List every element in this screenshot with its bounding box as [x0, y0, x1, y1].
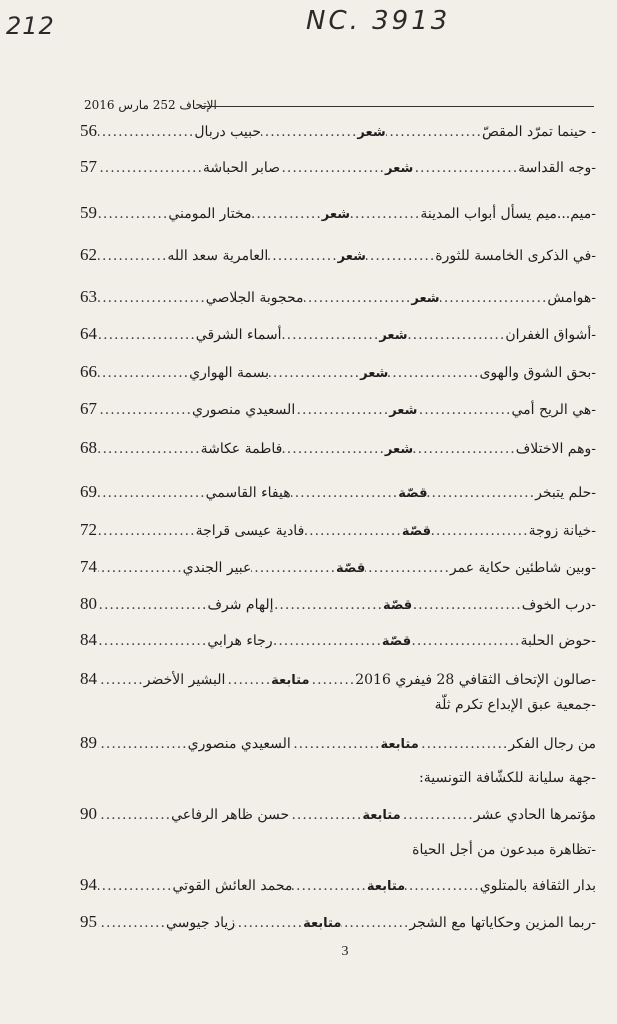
dot-leader	[98, 286, 206, 309]
entry-genre: متابعة	[271, 673, 310, 688]
dot-leader	[98, 519, 196, 542]
entry-page-number: 67	[80, 399, 98, 418]
dot-leader	[280, 156, 385, 179]
entry-page-number: 89	[80, 733, 98, 752]
toc-entry	[80, 766, 596, 790]
dot-leader	[98, 437, 201, 460]
running-header	[84, 98, 594, 112]
dot-leader	[98, 156, 203, 179]
entry-title: -صالون الإتحاف الثقافي 28 فيفري 2016	[355, 672, 596, 688]
entry-page-number: 95	[80, 912, 97, 931]
entry-author: حبيب دربال	[194, 124, 262, 140]
dot-leader	[98, 120, 194, 143]
entry-genre: قصّة	[398, 486, 428, 501]
handwritten-number: 212	[6, 12, 55, 40]
entry-genre: متابعة	[362, 808, 401, 823]
dot-leader	[268, 244, 337, 267]
entry-page-number: 64	[80, 324, 98, 343]
toc-entry	[80, 873, 596, 897]
entry-title: -خيانة زوجة	[528, 523, 596, 539]
dot-leader	[292, 874, 367, 897]
entry-author: عبير الجندي	[182, 560, 252, 576]
dot-leader	[98, 874, 173, 897]
dot-leader	[350, 202, 420, 225]
toc-entry	[80, 322, 596, 346]
entry-page-number: 63	[80, 287, 97, 306]
issue-line: الإتحاف 252 مارس 2016	[84, 98, 217, 112]
dot-leader	[289, 803, 362, 826]
toc-entry	[80, 838, 596, 862]
toc-entry	[80, 667, 596, 691]
entry-page-number: 57	[80, 157, 97, 176]
toc-entry	[80, 243, 596, 267]
entry-genre: شعر	[389, 403, 418, 418]
entry-title: -أشواق الغفران	[505, 327, 596, 343]
entry-genre: شعر	[385, 161, 414, 176]
entry-page-number: 80	[80, 594, 98, 613]
entry-author: صابر الحباشة	[202, 160, 281, 176]
toc-entry	[80, 731, 596, 755]
dot-leader	[413, 437, 516, 460]
entry-genre: شعر	[384, 442, 414, 457]
toc-entry	[80, 119, 596, 143]
entry-genre: قصّة	[382, 598, 413, 613]
dot-leader	[98, 629, 207, 652]
toc-entry	[80, 910, 596, 934]
dot-leader	[431, 519, 529, 542]
dot-leader	[98, 593, 208, 616]
dot-leader	[98, 556, 183, 579]
entry-genre: متابعة	[366, 879, 406, 894]
toc-entry	[80, 802, 596, 826]
entry-title: -تظاهرة مبدعون من أجل الحياة	[412, 842, 596, 858]
dot-leader	[282, 437, 385, 460]
dot-leader	[98, 323, 196, 346]
entry-genre: قصّة	[401, 524, 432, 539]
entry-title: -بحق الشوق والهوى	[479, 365, 596, 381]
entry-author: فاطمة عكاشة	[200, 441, 283, 457]
dot-leader	[365, 556, 450, 579]
entry-page-number: 84	[80, 669, 98, 688]
dot-leader	[98, 481, 206, 504]
entry-author: السعيدي منصوري	[192, 402, 296, 418]
dot-leader	[386, 120, 482, 143]
entry-genre: شعر	[321, 207, 351, 222]
entry-title: -وبين شاطئين حكاية عمر	[449, 560, 596, 576]
toc-entry	[80, 285, 596, 309]
entry-author: أسماء الشرقي	[195, 327, 282, 343]
dot-leader	[251, 202, 321, 225]
dot-leader	[304, 519, 402, 542]
dot-leader	[235, 911, 303, 934]
entry-page-number: 68	[80, 438, 97, 457]
entry-author: السعيدي منصوري	[187, 736, 291, 752]
toc-entry	[80, 628, 596, 652]
entry-title: -في الذكرى الخامسة للثورة	[435, 248, 596, 264]
dot-leader	[98, 202, 168, 225]
entry-author: محمد العائش القوتي	[172, 878, 293, 894]
dot-leader	[98, 803, 171, 826]
dot-leader	[98, 361, 189, 384]
entry-author: رجاء هرابي	[207, 633, 273, 649]
entry-genre: متابعة	[380, 737, 419, 752]
entry-genre: قصّة	[336, 561, 366, 576]
entry-genre: شعر	[357, 125, 386, 140]
dot-leader	[291, 481, 399, 504]
entry-genre: متابعة	[303, 916, 342, 931]
dot-leader	[269, 361, 360, 384]
dot-leader	[291, 732, 381, 755]
dot-leader	[411, 629, 520, 652]
toc-entry	[80, 397, 596, 421]
entry-author: العامرية سعد الله	[167, 248, 269, 264]
entry-page-number: 59	[80, 203, 98, 222]
dot-leader	[388, 361, 479, 384]
entry-page-number: 74	[80, 557, 98, 576]
dot-leader	[261, 120, 357, 143]
dot-leader	[417, 398, 511, 421]
entry-author: البشير الأخضر	[143, 672, 226, 688]
entry-title: -هي الريح أمي	[511, 402, 596, 418]
entry-page-number: 84	[80, 630, 97, 649]
toc-entry	[80, 201, 596, 225]
entry-page-number: 62	[80, 245, 98, 264]
entry-author: بسمة الهواري	[189, 365, 270, 381]
dot-leader	[366, 244, 435, 267]
entry-title: -جهة سليانة للكشّافة التونسية:	[419, 770, 596, 786]
entry-author: إلهام شرف	[207, 597, 274, 613]
header-rule	[202, 106, 594, 107]
dot-leader	[251, 556, 336, 579]
entry-genre: شعر	[379, 328, 408, 343]
dot-leader	[98, 398, 192, 421]
entry-title: -حوض الحلبة	[520, 633, 596, 649]
dot-leader	[225, 668, 271, 691]
dot-leader	[401, 803, 474, 826]
dot-leader	[412, 593, 522, 616]
entry-genre: شعر	[337, 249, 366, 264]
entry-page-number: 66	[80, 362, 98, 381]
entry-title: -ربما المزين وحكاياتها مع الشجر	[409, 915, 596, 931]
dot-leader	[341, 911, 409, 934]
entry-page-number: 72	[80, 520, 98, 539]
toc-entry	[80, 592, 596, 616]
dot-leader	[282, 323, 380, 346]
entry-title: -وهم الاختلاف	[515, 441, 596, 457]
entry-title: -درب الخوف	[521, 597, 596, 613]
dot-leader	[408, 323, 506, 346]
entry-title: - حينما تمرّد المقصّ	[482, 124, 596, 140]
dot-leader	[98, 732, 188, 755]
entry-page-number: 90	[80, 804, 97, 823]
entry-title: -جمعية عبق الإبداع تكرم ثلّة	[434, 697, 596, 713]
page-number: 3	[341, 944, 349, 959]
dot-leader	[440, 286, 548, 309]
toc-entry	[80, 555, 596, 579]
dot-leader	[419, 732, 509, 755]
entry-author: زياد جيوسي	[165, 915, 236, 931]
entry-title: -وجه القداسة	[518, 160, 596, 176]
entry-page-number: 69	[80, 482, 98, 501]
entry-title: -حلم يتبخر	[535, 485, 596, 501]
dot-leader	[427, 481, 535, 504]
toc-entry	[80, 155, 596, 179]
dot-leader	[273, 629, 382, 652]
entry-page-number: 94	[80, 875, 98, 894]
entry-page-number: 56	[80, 121, 97, 140]
entry-genre: شعر	[360, 366, 389, 381]
dot-leader	[413, 156, 518, 179]
entry-title: -هوامش	[547, 290, 596, 306]
dot-leader	[98, 244, 167, 267]
entry-title: مؤتمرها الحادي عشر	[473, 807, 596, 823]
dot-leader	[405, 874, 480, 897]
dot-leader	[304, 286, 412, 309]
dot-leader	[98, 668, 144, 691]
toc-entry	[80, 360, 596, 384]
entry-author: فادية عيسى قراجة	[195, 523, 305, 539]
entry-author: هيفاء القاسمي	[205, 485, 291, 501]
entry-genre: شعر	[411, 291, 440, 306]
dot-leader	[295, 398, 389, 421]
table-of-contents	[80, 116, 596, 936]
dot-leader	[310, 668, 356, 691]
toc-entry	[80, 480, 596, 504]
entry-title: من رجال الفكر	[508, 736, 596, 752]
dot-leader	[273, 593, 383, 616]
entry-author: مختار المومني	[168, 206, 252, 222]
toc-entry	[80, 518, 596, 542]
entry-title: -ميم...ميم يسأل أبواب المدينة	[420, 206, 596, 222]
dot-leader	[98, 911, 166, 934]
toc-entry	[80, 436, 596, 460]
entry-author: محجوبة الجلاصي	[205, 290, 304, 306]
handwritten-reference: NC. 3913	[306, 6, 451, 36]
entry-genre: قصّة	[381, 634, 412, 649]
toc-entry	[80, 693, 596, 717]
entry-author: حسن ظاهر الرفاعي	[171, 807, 290, 823]
entry-title: بدار الثقافة بالمتلوي	[479, 878, 596, 894]
